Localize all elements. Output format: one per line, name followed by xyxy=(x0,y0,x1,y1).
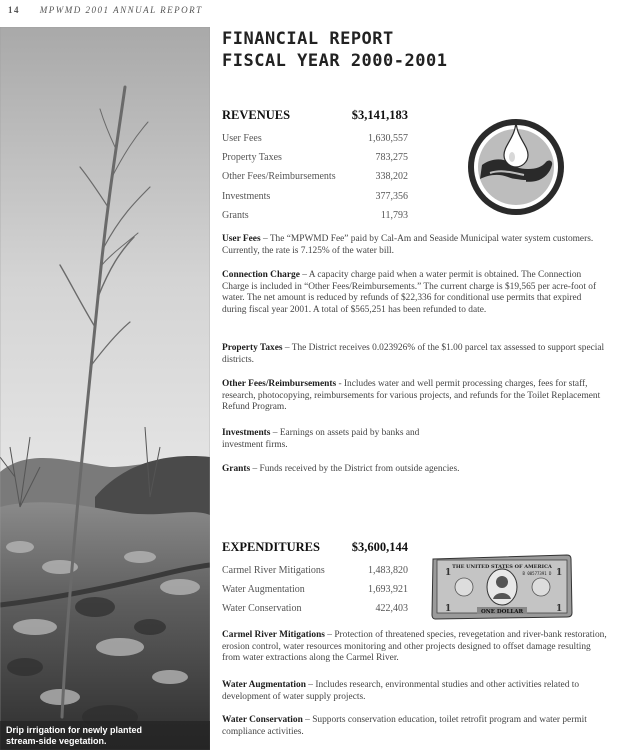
caption-line-1: Drip irrigation for newly planted xyxy=(6,725,143,735)
definition-text: – Earnings on assets paid by banks and investment firms. xyxy=(222,428,420,450)
definition-carmel-river xyxy=(222,630,607,665)
definition-connection-charge xyxy=(222,270,607,316)
expenditures-total: $3,600,144 xyxy=(351,540,408,554)
logo-icon xyxy=(466,117,566,217)
definition-term: User Fees xyxy=(222,234,261,244)
water-drop-hand-logo xyxy=(466,117,566,222)
table-row xyxy=(222,148,408,167)
bill-banner: ONE DOLLAR xyxy=(480,609,524,615)
table-row xyxy=(222,580,408,599)
expenditure-amount: 1,483,820 xyxy=(368,565,408,576)
definition-text: – A capacity charge paid when a water permit is obtained. The Connection Charge is included in “Other Fees/Reimbursements.” The current charge is $19,565 per acre-foot of water. The net amount is reduced by refunds of $22,336 for conditional use permits that expired during fiscal year 2001. A total of $565,251 has been refunded to date. xyxy=(222,270,597,315)
running-header xyxy=(8,5,203,15)
definition-text: - Includes water and well permit processing charges, fees for staff, research, photocopying, reimbursements for various projects, and refunds for the Toilet Replacement Refund Program. xyxy=(222,379,601,413)
revenue-amount: 783,275 xyxy=(375,152,408,164)
caption-line-2: stream-side vegetation. xyxy=(6,736,107,746)
definition-grants xyxy=(222,464,607,476)
expenditure-name: Water Conservation xyxy=(222,603,302,615)
expenditures-label: EXPENDITURES xyxy=(222,540,320,554)
dollar-bill-icon xyxy=(431,551,573,621)
revenue-amount: 1,630,557 xyxy=(368,133,408,144)
table-row xyxy=(222,167,408,186)
definition-text: – Includes research, environmental studies and other activities related to development of water supply projects. xyxy=(222,680,580,702)
bill-serial: B 00577391 D xyxy=(522,571,552,576)
revenues-header xyxy=(222,108,408,123)
definition-text: – The District receives 0.023926% of the $1.00 parcel tax assessed to support special districts. xyxy=(222,343,605,365)
revenue-name: User Fees xyxy=(222,133,262,144)
photo-panel xyxy=(0,27,210,750)
definition-term: Property Taxes xyxy=(222,343,283,353)
expenditures-header xyxy=(222,540,408,555)
definition-water-conservation xyxy=(222,715,607,738)
revenue-amount: 377,356 xyxy=(375,190,408,202)
definition-user-fees xyxy=(222,234,607,257)
page-title xyxy=(222,28,447,72)
photo-caption xyxy=(0,721,210,750)
definition-text: – Protection of threatened species, revegetation and river-bank restoration, erosion control, water resources monitoring and other projects designed to offset damage resulting from water extractions along the Carmel River. xyxy=(222,630,607,664)
table-row xyxy=(222,187,408,206)
bill-numeral: 1 xyxy=(556,568,563,578)
definition-term: Water Conservation xyxy=(222,715,303,725)
definition-text: – Funds received by the District from outside agencies. xyxy=(250,464,460,474)
definition-term: Investments xyxy=(222,428,271,438)
revenues-table xyxy=(222,108,408,225)
bill-numeral: 1 xyxy=(445,604,452,614)
expenditure-name: Carmel River Mitigations xyxy=(222,565,325,576)
revenue-name: Grants xyxy=(222,209,249,221)
revenue-name: Other Fees/Reimbursements xyxy=(222,171,336,183)
title-line-1: FINANCIAL REPORT xyxy=(222,29,394,49)
definition-investments xyxy=(222,428,462,451)
dollar-bill-image xyxy=(431,551,573,626)
table-row xyxy=(222,599,408,618)
expenditure-name: Water Augmentation xyxy=(222,584,305,596)
definition-term: Water Augmentation xyxy=(222,680,306,690)
definition-water-augmentation xyxy=(222,680,607,703)
definition-term: Grants xyxy=(222,464,251,474)
revenue-name: Investments xyxy=(222,190,271,202)
definition-other-fees xyxy=(222,379,607,414)
table-row xyxy=(222,129,408,148)
table-row xyxy=(222,206,408,225)
title-line-2: FISCAL YEAR 2000-2001 xyxy=(222,51,448,71)
revenue-name: Property Taxes xyxy=(222,152,282,164)
bill-top-text: THE UNITED STATES OF AMERICA xyxy=(452,564,552,570)
definition-text: – Supports conservation education, toilet retrofit program and water permit compliance activities. xyxy=(222,715,587,737)
page-number: 14 xyxy=(8,5,20,15)
running-title: MPWMD 2001 ANNUAL REPORT xyxy=(39,5,203,15)
expenditures-table xyxy=(222,540,408,619)
expenditure-amount: 422,403 xyxy=(375,603,408,615)
revenue-amount: 338,202 xyxy=(375,171,408,183)
definition-term: Carmel River Mitigations xyxy=(222,630,325,640)
table-row xyxy=(222,561,408,580)
revenues-total: $3,141,183 xyxy=(351,108,408,122)
definition-term: Connection Charge xyxy=(222,270,300,280)
definition-text: – The “MPWMD Fee” paid by Cal-Am and Seaside Municipal water system customers. Currently, the rate is 7.125% of the water bill. xyxy=(222,234,594,256)
bill-numeral: 1 xyxy=(445,568,452,578)
expenditure-amount: 1,693,921 xyxy=(368,584,408,596)
revenues-label: REVENUES xyxy=(222,108,291,122)
revenue-amount: 11,793 xyxy=(380,209,408,221)
definition-property-taxes xyxy=(222,343,607,366)
definition-term: Other Fees/Reimbursements xyxy=(222,379,337,389)
drip-irrigation-photo xyxy=(0,27,210,750)
bill-numeral: 1 xyxy=(556,604,563,614)
